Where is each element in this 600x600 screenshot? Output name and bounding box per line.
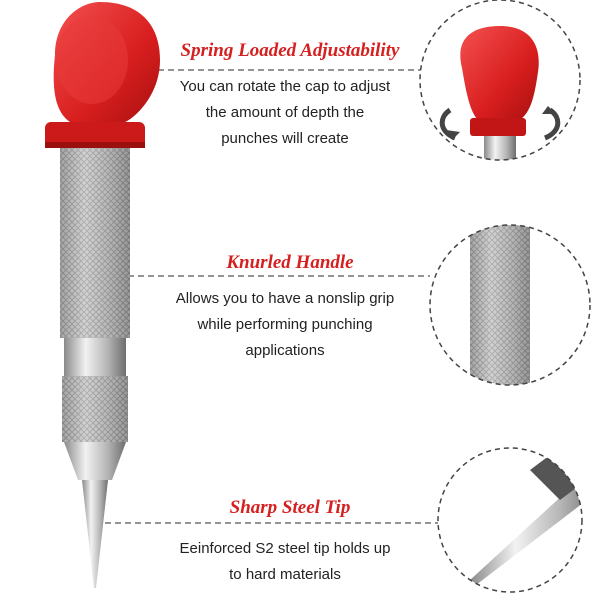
feature-text-line: while performing punching bbox=[197, 316, 373, 333]
feature-text-line: Allows you to have a nonslip grip bbox=[175, 290, 395, 307]
zoom-circle-cap bbox=[420, 0, 600, 162]
feature-heading-spring: Spring Loaded Adjustability bbox=[180, 40, 400, 61]
feature-text-line: to hard materials bbox=[229, 566, 341, 583]
feature-heading-knurled: Knurled Handle bbox=[226, 252, 354, 273]
feature-text-line: You can rotate the cap to adjust bbox=[179, 78, 391, 95]
feature-text-line: punches will create bbox=[221, 130, 349, 147]
taper-section bbox=[64, 442, 126, 480]
feature-text-line: applications bbox=[245, 342, 325, 359]
feature-heading-tip: Sharp Steel Tip bbox=[229, 497, 351, 518]
feature-text-line: Eeinforced S2 steel tip holds up bbox=[179, 540, 391, 557]
zoom-circle-tip bbox=[438, 440, 600, 592]
center-punch bbox=[45, 2, 160, 588]
smooth-collar bbox=[64, 338, 126, 376]
steel-tip bbox=[82, 480, 108, 588]
feature-text-line: the amount of depth the bbox=[205, 104, 365, 121]
zoom-circle-handle bbox=[430, 225, 590, 385]
